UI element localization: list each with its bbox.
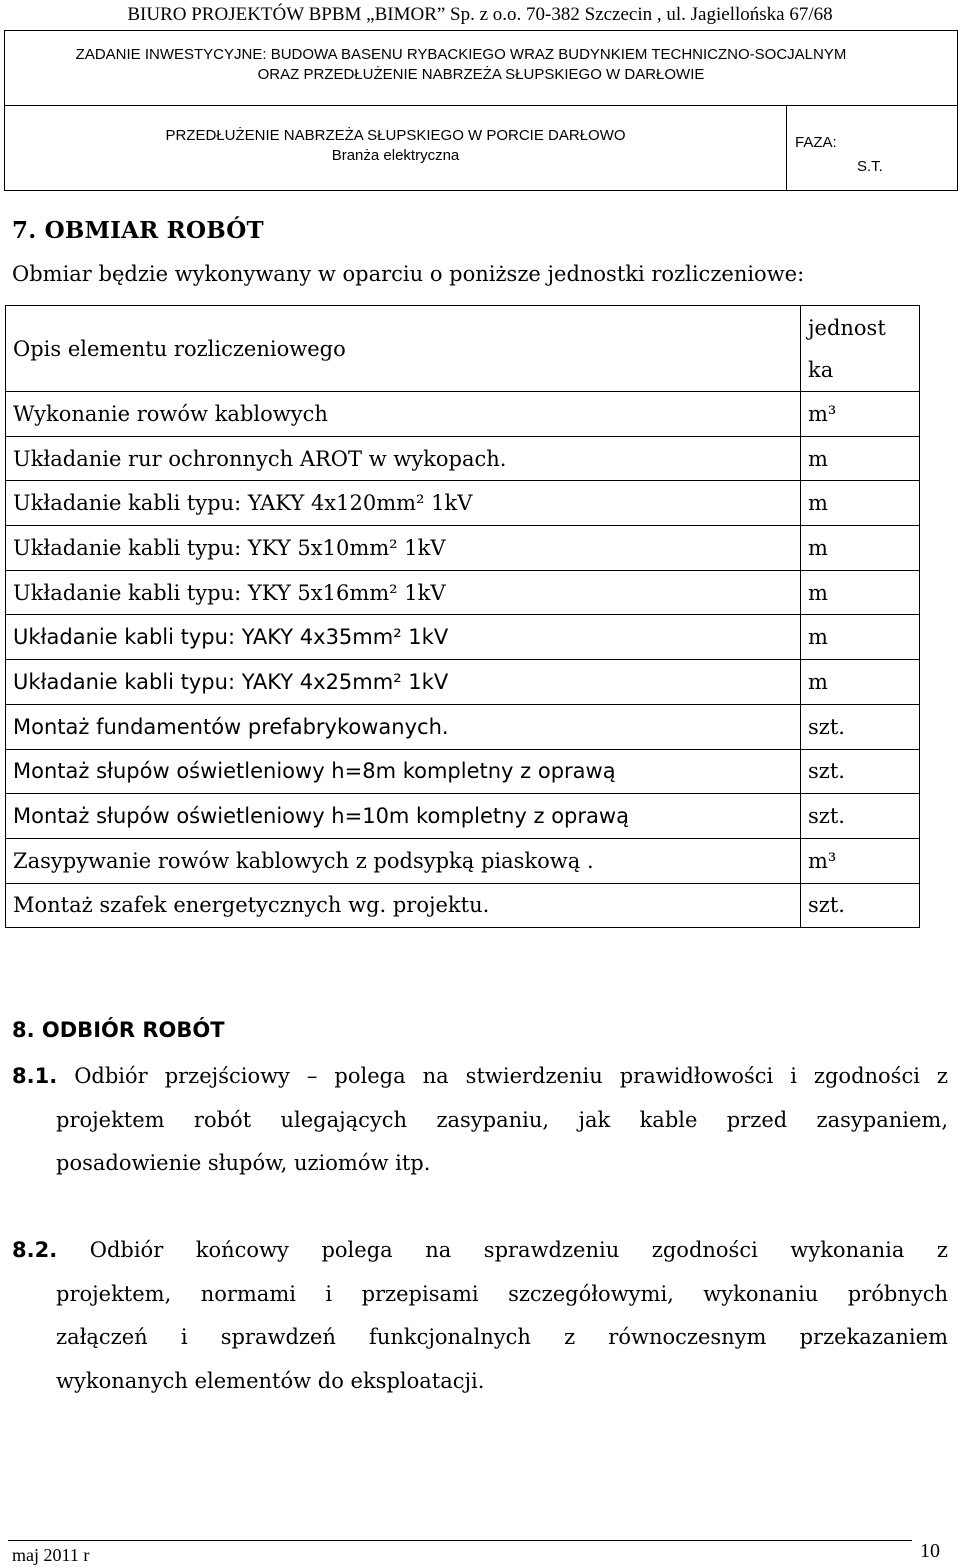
title-block [4, 30, 958, 191]
page-number: 10 [920, 1540, 940, 1562]
table-row [6, 838, 920, 883]
row-unit: szt. [801, 749, 920, 794]
firm-header: BIURO PROJEKTÓW BPBM „BIMOR” Sp. z o.o. 70-382 Szczecin , ul. Jagiellońska 67/68 [127, 4, 833, 25]
table-row [6, 660, 920, 705]
table-row [6, 883, 920, 928]
row-unit: m [801, 526, 920, 571]
phase-cell [795, 106, 955, 190]
header-unit-line-1: jednost [808, 315, 886, 340]
row-description: Wykonanie rowów kablowych [6, 392, 801, 437]
row-unit: m³ [801, 392, 920, 437]
row-description: Montaż słupów oświetleniowy h=8m kompletny z oprawą [6, 749, 801, 794]
row-unit: m [801, 570, 920, 615]
header-description: Opis elementu rozliczeniowego [6, 306, 801, 392]
row-unit: m [801, 615, 920, 660]
subtitle-cell [5, 106, 787, 190]
paragraph-text: Odbiór końcowy polega na sprawdzeniu zgodności wykonania z [89, 1238, 948, 1262]
subtitle-text: PRZEDŁUŻENIE NABRZEŻA SŁUPSKIEGO W PORCIE DARŁOWO [165, 127, 626, 144]
subtitle-row [5, 106, 957, 190]
row-unit: m [801, 481, 920, 526]
row-description: Montaż fundamentów prefabrykowanych. [6, 704, 801, 749]
paragraph-line [12, 1229, 948, 1273]
row-unit: szt. [801, 794, 920, 839]
row-unit: m [801, 660, 920, 705]
row-unit: m³ [801, 838, 920, 883]
row-description: Zasypywanie rowów kablowych z podsypką piaskową . [6, 838, 801, 883]
paragraph-line [12, 1055, 948, 1099]
header-unit-line-2: ka [808, 357, 834, 382]
section-7-intro: Obmiar będzie wykonywany w oparciu o poniższe jednostki rozliczeniowe: [12, 262, 805, 286]
row-unit: m [801, 436, 920, 481]
table-row [6, 749, 920, 794]
measurement-table [5, 305, 920, 928]
table-row [6, 704, 920, 749]
footer-rule [8, 1540, 912, 1541]
paragraph-line: projektem, normami i przepisami szczegółowymi, wykonaniu próbnych [56, 1281, 948, 1306]
row-description: Układanie rur ochronnych AROT w wykopach. [6, 436, 801, 481]
footer-date: maj 2011 r [12, 1545, 90, 1565]
section-8-title: 8. ODBIÓR ROBÓT [12, 1018, 225, 1042]
paragraph-number: 8.2. [12, 1238, 58, 1262]
table-row [6, 794, 920, 839]
table-row [6, 615, 920, 660]
row-unit: szt. [801, 704, 920, 749]
project-line-1: ZADANIE INWESTYCYJNE: BUDOWA BASENU RYBACKIEGO WRAZ BUDYNKIEM TECHNICZNO-SOCJALNYM [75, 46, 847, 63]
table-row [6, 392, 920, 437]
row-description: Układanie kabli typu: YKY 5x16mm² 1kV [6, 570, 801, 615]
paragraph-line: wykonanych elementów do eksploatacji. [56, 1368, 485, 1393]
branch-text: Branża elektryczna [331, 147, 460, 164]
row-description: Montaż słupów oświetleniowy h=10m kompletny z oprawą [6, 794, 801, 839]
paragraph-line: załączeń i sprawdzeń funkcjonalnych z równoczesnym przekazaniem [56, 1325, 948, 1349]
project-line-2: ORAZ PRZEDŁUŻENIE NABRZEŻA SŁUPSKIEGO W DARŁOWIE [257, 66, 705, 83]
phase-value: S.T. [857, 158, 883, 175]
table-row [6, 436, 920, 481]
row-unit: szt. [801, 883, 920, 928]
paragraph-8-2 [12, 1229, 948, 1403]
row-description: Układanie kabli typu: YAKY 4x120mm² 1kV [6, 481, 801, 526]
paragraph-line: posadowienie słupów, uziomów itp. [56, 1151, 431, 1175]
table-row [6, 526, 920, 571]
row-description: Układanie kabli typu: YAKY 4x35mm² 1kV [6, 615, 801, 660]
project-cell [5, 31, 957, 106]
paragraph-line: projektem robót ulegających zasypaniu, jak kable przed zasypaniem, [56, 1107, 948, 1132]
row-description: Montaż szafek energetycznych wg. projektu. [6, 883, 801, 928]
row-description: Układanie kabli typu: YKY 5x10mm² 1kV [6, 526, 801, 571]
row-description: Układanie kabli typu: YAKY 4x25mm² 1kV [6, 660, 801, 705]
table-header-row [6, 306, 920, 392]
phase-label: FAZA: [795, 134, 837, 151]
paragraph-number: 8.1. [12, 1064, 58, 1088]
table-row [6, 481, 920, 526]
paragraph-text: Odbiór przejściowy – polega na stwierdzeniu prawidłowości i zgodności z [74, 1064, 948, 1088]
paragraph-8-1 [12, 1055, 948, 1186]
table-row [6, 570, 920, 615]
header-unit [801, 306, 920, 392]
section-7-title: 7. OBMIAR ROBÓT [12, 217, 264, 244]
